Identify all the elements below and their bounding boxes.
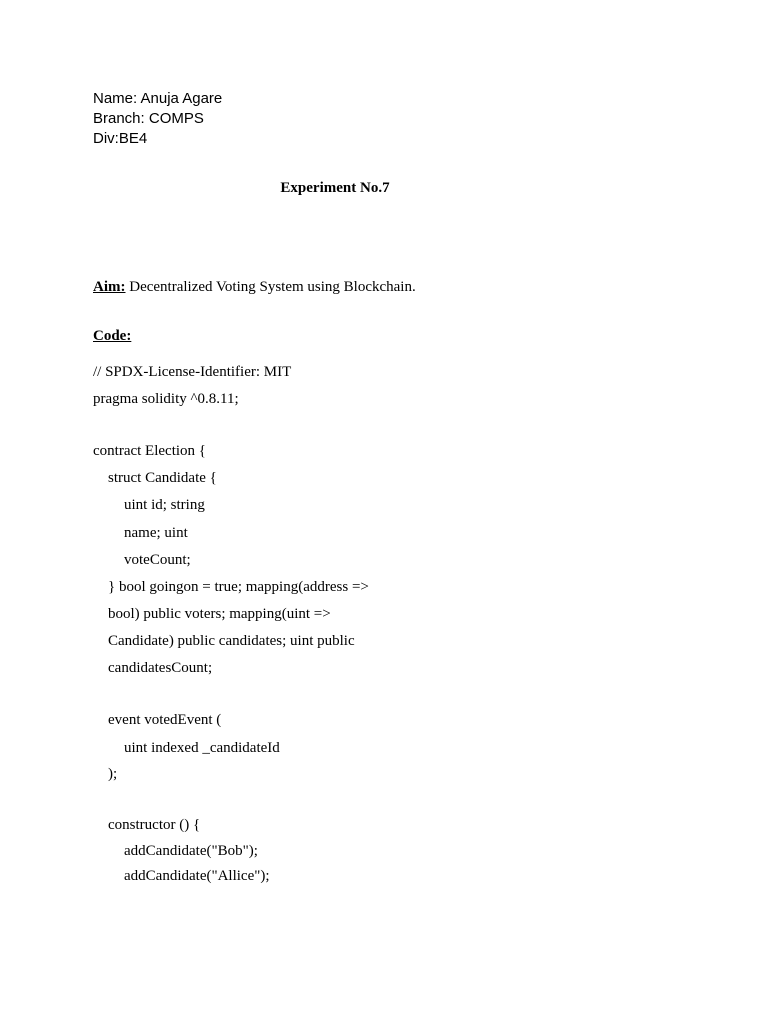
student-info	[93, 89, 222, 149]
student-branch: Branch: COMPS	[93, 110, 204, 127]
code-line: Candidate) public candidates; uint public	[108, 633, 355, 649]
code-line: constructor () {	[108, 817, 201, 833]
code-line: // SPDX-License-Identifier: MIT	[93, 364, 292, 380]
code-line: uint id; string	[124, 497, 205, 513]
code-heading: Code:	[93, 328, 132, 344]
experiment-title: Experiment No.7	[280, 180, 390, 196]
code-line: } bool goingon = true; mapping(address =>	[108, 579, 369, 595]
aim-section	[93, 277, 416, 297]
code-line: contract Election {	[93, 443, 206, 459]
code-line: voteCount;	[124, 552, 191, 568]
aim-text: Decentralized Voting System using Blockchain.	[125, 279, 416, 295]
code-line: uint indexed _candidateId	[124, 740, 280, 756]
aim-label: Aim:	[93, 279, 126, 295]
code-line: pragma solidity ^0.8.11;	[93, 391, 239, 407]
code-line: event votedEvent (	[108, 712, 222, 728]
code-line: candidatesCount;	[108, 660, 213, 676]
code-line: bool) public voters; mapping(uint =>	[108, 606, 331, 622]
code-line: );	[108, 766, 118, 782]
code-line: name; uint	[124, 525, 188, 541]
student-name: Name: Anuja Agare	[93, 90, 223, 107]
code-line: struct Candidate {	[108, 470, 217, 486]
student-division: Div:BE4	[93, 130, 148, 147]
code-line: addCandidate("Allice");	[124, 868, 270, 884]
code-line: addCandidate("Bob");	[124, 843, 258, 859]
